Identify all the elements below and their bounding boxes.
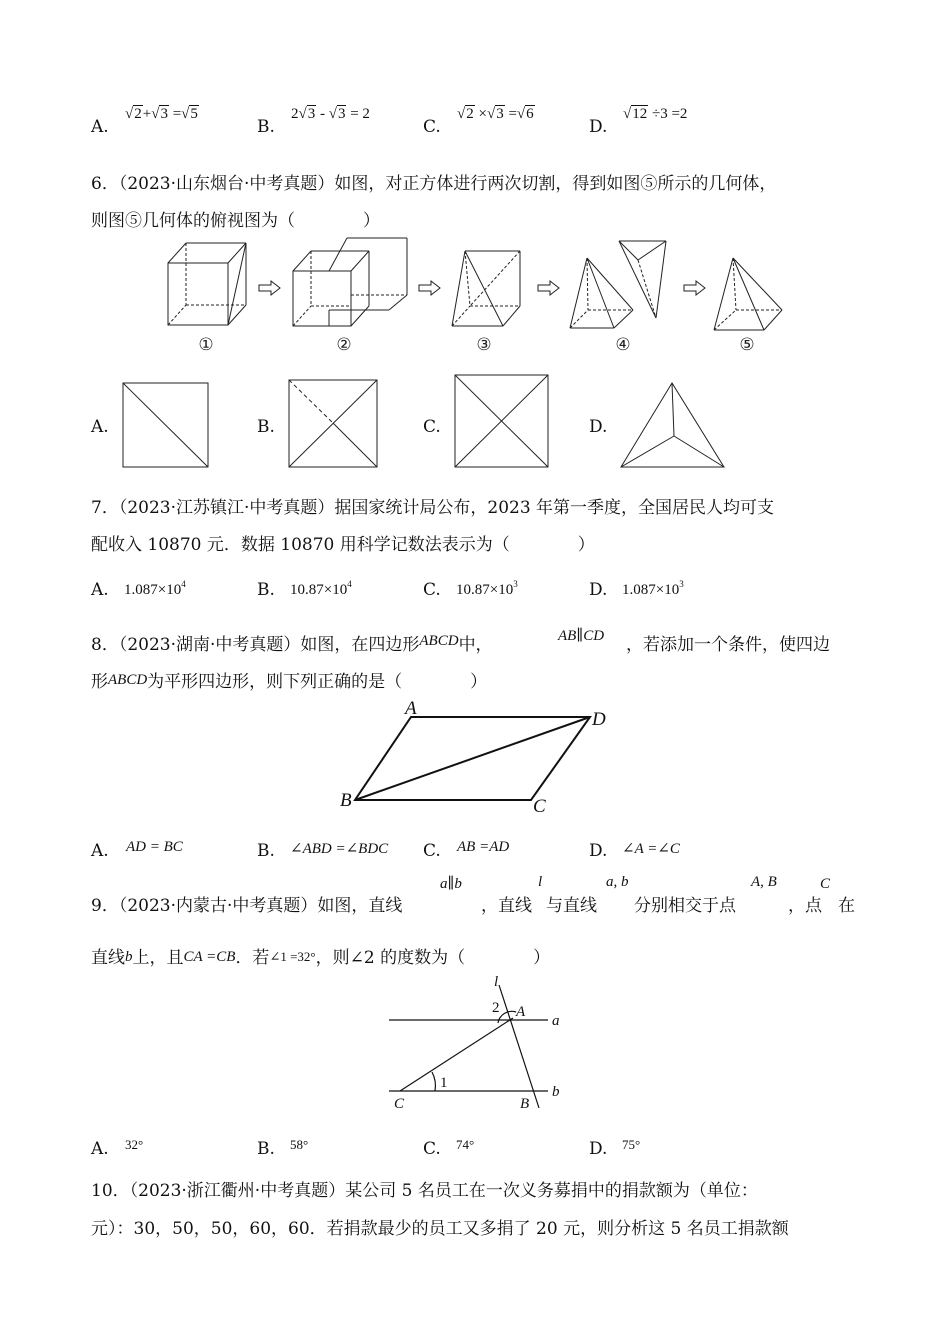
- q9-stem-part2: ，直线: [481, 896, 532, 916]
- q9-var-a-parallel-b: a∥b: [440, 876, 462, 892]
- q6-option-c-letter: C.: [423, 417, 441, 437]
- q6-option-b-letter: B.: [257, 417, 275, 437]
- q7-option-a-letter: A.: [91, 580, 109, 600]
- q8-option-b-letter: B.: [257, 841, 275, 861]
- q7-option-c-letter: C.: [423, 580, 441, 600]
- q5-option-a-expr: √2+√3 =√5: [125, 106, 198, 122]
- q9-option-a-value: 32°: [125, 1137, 144, 1152]
- q9-var-a-b: a, b: [606, 874, 629, 890]
- q7-option-d-expr: $1.087\times 10^3$: [622, 579, 684, 598]
- q9-option-c-letter: C.: [423, 1139, 441, 1159]
- q9-var-c: C: [820, 876, 831, 892]
- q5-option-d-letter: D.: [589, 117, 608, 137]
- q9-angle-2-label: 2: [492, 1000, 500, 1016]
- q6-stem-line2: 则图⑤几何体的俯视图为（ ）: [91, 211, 380, 231]
- q9-option-a-letter: A.: [91, 1139, 109, 1159]
- fig-label-3: ③: [476, 335, 492, 354]
- q10-stem-line2: 元）：30，50，50，60，60．若捐款最少的员工又多捐了 20 元，则分析这 5 名员工捐款额: [91, 1219, 789, 1239]
- q7-option-b-expr: $10.87\times 10^4$: [290, 579, 352, 598]
- q9-option-d-letter: D.: [589, 1139, 608, 1159]
- q5-option-b-letter: B.: [257, 117, 275, 137]
- q7-option-d-letter: D.: [589, 580, 608, 600]
- q7-stem-line1: 7．（2023·江苏镇江·中考真题）据国家统计局公布，2023 年第一季度，全国居民人均可支: [91, 498, 775, 518]
- q8-option-a-letter: A.: [91, 841, 109, 861]
- q8-point-a-label: A: [405, 698, 417, 719]
- q6-option-a-letter: A.: [91, 417, 109, 437]
- q9-stem-part1: 9．（2023·内蒙古·中考真题）如图，直线: [91, 896, 403, 916]
- q9-stem-part4: 分别相交于点: [634, 896, 736, 916]
- q8-option-c-expr: AB =AD: [457, 839, 510, 855]
- q9-stem-part5: ，点: [788, 896, 822, 916]
- q6-option-d-letter: D.: [589, 417, 608, 437]
- q9-var-points-ab: A, B: [751, 874, 777, 890]
- q9-var-l: l: [538, 874, 543, 890]
- q9-angle-1-label: 1: [440, 1075, 448, 1091]
- q9-line-a-label: a: [552, 1013, 560, 1029]
- q9-option-d-value: 75°: [622, 1137, 641, 1152]
- q8-point-d-label: D: [592, 709, 606, 730]
- q8-stem-line1: 8．（2023·湖南·中考真题）如图，在四边形ABCD中，: [91, 633, 493, 655]
- q7-option-b-letter: B.: [257, 580, 275, 600]
- q8-option-a-expr: AD = BC: [126, 839, 183, 855]
- q5-option-c-expr: √2 ×√3 =√6: [457, 106, 534, 122]
- q9-line-b-label: b: [552, 1084, 560, 1100]
- q5-option-d-expr: √12 ÷3 =2: [623, 106, 688, 122]
- q8-option-b-expr: ∠ABD =∠BDC: [290, 841, 389, 857]
- q8-option-d-expr: ∠A =∠C: [622, 841, 680, 857]
- q7-stem-line2: 配收入 10870 元．数据 10870 用科学记数法表示为（ ）: [91, 535, 595, 555]
- q9-line-l-label: l: [494, 974, 499, 990]
- q9-option-c-value: 74°: [456, 1137, 475, 1152]
- q5-option-b-expr: 2√3 - √3 = 2: [291, 106, 370, 122]
- q5-option-a-letter: A.: [91, 117, 109, 137]
- q8-stem-line1-tail: ，若添加一个条件，使四边: [626, 635, 830, 655]
- q9-stem-part3: 与直线: [546, 896, 597, 916]
- q5-option-c-letter: C.: [423, 117, 441, 137]
- q9-stem-line2: 直线b上，且CA =CB．若∠1 =32°，则∠2 的度数为（ ）: [91, 948, 551, 968]
- q9-point-a-label: A: [516, 1004, 526, 1020]
- q9-option-b-value: 58°: [290, 1137, 309, 1152]
- fig-label-2: ②: [336, 335, 352, 354]
- q10-stem-line1: 10．（2023·浙江衢州·中考真题）某公司 5 名员工在一次义务募捐中的捐款额为（单位：: [91, 1181, 758, 1201]
- q7-option-a-expr: $1.087\times 10^4$: [124, 579, 186, 598]
- q9-point-b-label: B: [520, 1096, 530, 1112]
- q8-option-c-letter: C.: [423, 841, 441, 861]
- fig-label-1: ①: [198, 335, 214, 354]
- q8-given-parallel: AB∥CD: [558, 628, 605, 644]
- q9-point-c-label: C: [394, 1096, 405, 1112]
- q9-stem-part6: 在: [838, 896, 855, 916]
- q8-point-c-label: C: [533, 796, 546, 817]
- q6-stem-line1: 6．（2023·山东烟台·中考真题）如图，对正方体进行两次切割，得到如图⑤所示的几何体，: [91, 174, 777, 194]
- q8-option-d-letter: D.: [589, 841, 608, 861]
- q8-point-b-label: B: [340, 790, 352, 811]
- q8-stem-line2: 形ABCD为平形四边形，则下列正确的是（ ）: [91, 672, 488, 692]
- fig-label-4: ④: [615, 335, 631, 354]
- fig-label-5: ⑤: [739, 335, 755, 354]
- q9-option-b-letter: B.: [257, 1139, 275, 1159]
- q7-option-c-expr: $10.87\times 10^3$: [456, 579, 518, 598]
